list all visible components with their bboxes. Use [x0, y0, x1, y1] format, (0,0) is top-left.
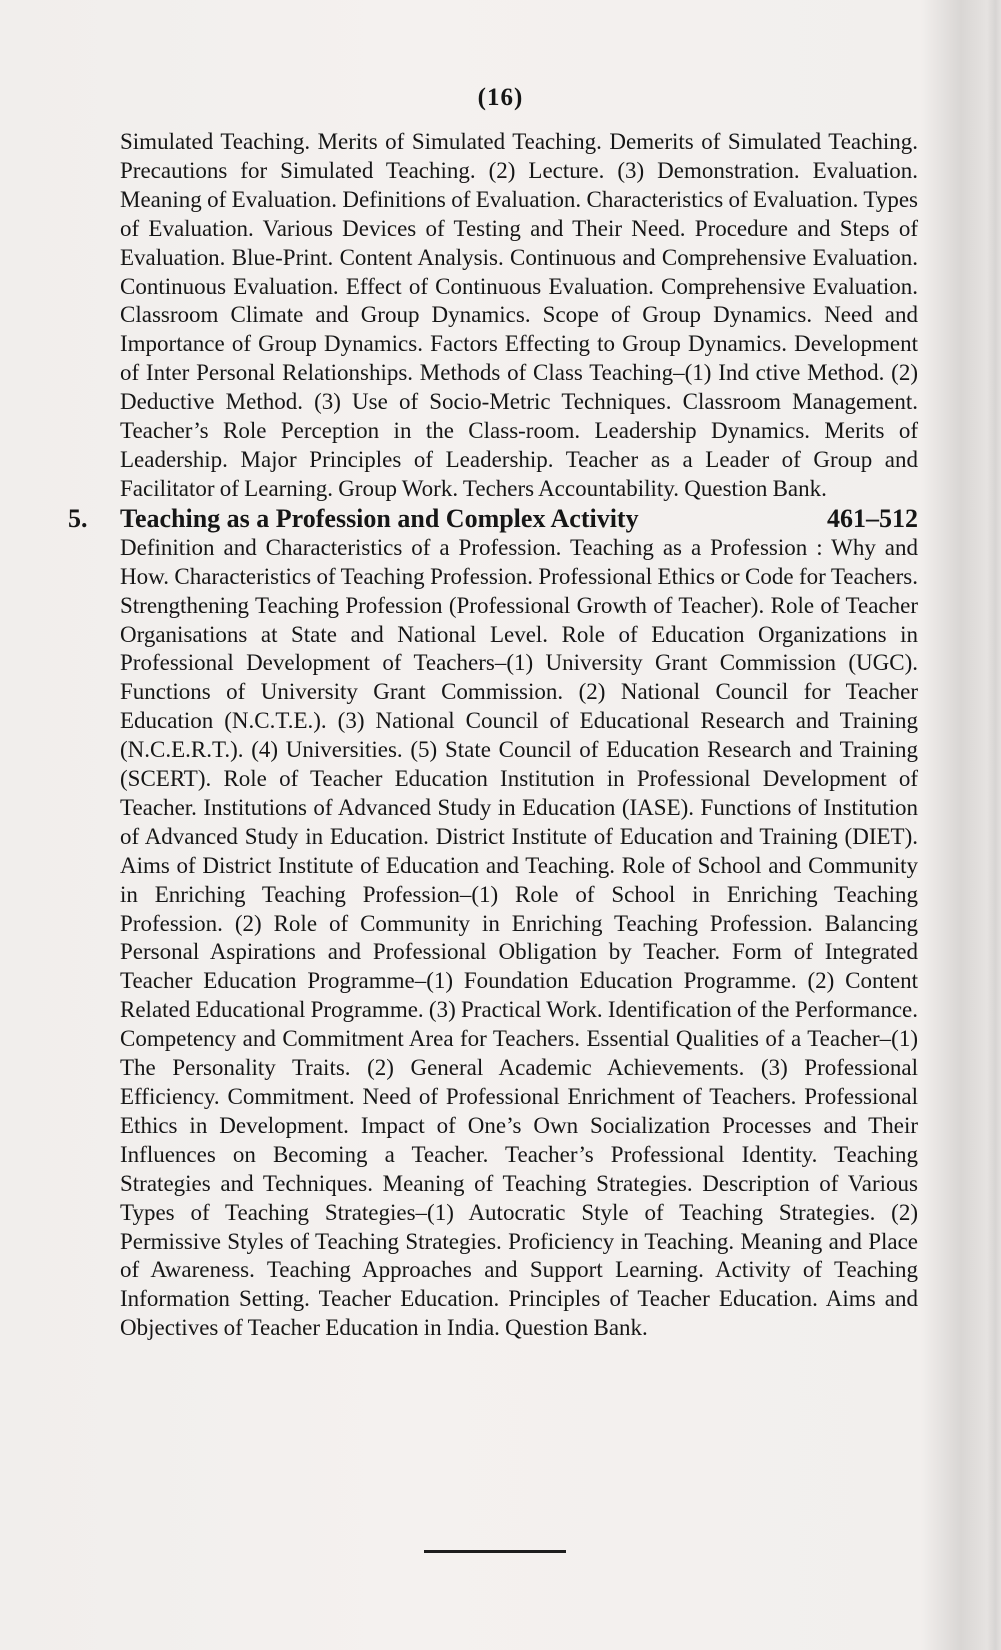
section-number: 5.	[68, 503, 88, 533]
section-5-heading	[68, 503, 918, 534]
contents-body	[68, 128, 918, 1343]
page-edge-shadow	[987, 0, 1001, 1650]
end-divider-rule	[424, 1550, 566, 1553]
section-4-topics: Simulated Teaching. Merits of Simulated Teaching. Demerits of Simulated Teaching. Precautions for Simulated Teaching. (2) Lecture. (3) Demonstration. Evaluation. Meaning of Evaluation. Definitions of Evaluation. Characteristics of Evaluation. Types of Evaluation. Various Devices of Testing and Their Need. Procedure and Steps of Evaluation. Blue-Print. Content Analysis. Continuous and Comprehensive Evaluation. Continuous Evaluation. Effect of Continuous Evaluation. Comprehensive Evaluation. Classroom Climate and Group Dynamics. Scope of Group Dynamics. Need and Importance of Group Dynamics. Factors Effecting to Group Dynamics. Development of Inter Personal Relationships. Methods of Class Teaching–(1) Ind ctive Method. (2) Deductive Method. (3) Use of Socio-Metric Techniques. Classroom Management. Teacher’s Role Perception in the Class-room. Leadership Dynamics. Merits of Leadership. Major Principles of Leadership. Teacher as a Leader of Group and Facilitator of Learning. Group Work. Techers Accountability. Question Bank.	[120, 129, 918, 501]
page-number: (16)	[477, 84, 524, 111]
section-5-topics: Definition and Characteristics of a Profession. Teaching as a Profession : Why and How. Characteristics of Teaching Profession. Professional Ethics or Code for Teachers. Strengthening Teaching Profession (Professional Growth of Teacher). Role of Teacher Organisations at State and National Level. Role of Education Organizations in Professional Development of Teachers–(1) University Grant Commission (UGC). Functions of University Grant Commission. (2) National Council for Teacher Education (N.C.T.E.). (3) National Council of Educational Research and Training (N.C.E.R.T.). (4) Universities. (5) State Council of Education Research and Training (SCERT). Role of Teacher Education Institution in Professional Development of Teacher. Institutions of Advanced Study in Education (IASE). Functions of Institution of Advanced Study in Education. District Institute of Education and Training (DIET). Aims of District Institute of Education and Teaching. Role of School and Community in Enriching Teaching Profession–(1) Role of School in Enriching Teaching Profession. (2) Role of Community in Enriching Teaching Profession. Balancing Personal Aspirations and Professional Obligation by Teacher. Form of Integrated Teacher Education Programme–(1) Foundation Education Programme. (2) Content Related Educational Programme. (3) Practical Work. Identification of the Performance. Competency and Commitment Area for Teachers. Essential Qualities of a Teacher–(1) The Personality Traits. (2) General Academic Achievements. (3) Professional Efficiency. Commitment. Need of Professional Enrichment of Teachers. Professional Ethics in Development. Impact of One’s Own Socialization Processes and Their Influences on Becoming a Teacher. Teacher’s Professional Identity. Teaching Strategies and Techniques. Meaning of Teaching Strategies. Description of Various Types of Teaching Strategies–(1) Autocratic Style of Teaching Strategies. (2) Permissive Styles of Teaching Strategies. Proficiency in Teaching. Meaning and Place of Awareness. Teaching Approaches and Support Learning. Activity of Teaching Information Setting. Teacher Education. Principles of Teacher Education. Aims and Objectives of Teacher Education in India. Question Bank.	[120, 534, 918, 1341]
section-title: Teaching as a Profession and Complex Activity	[120, 503, 639, 533]
section-page-range: 461–512	[827, 503, 918, 533]
